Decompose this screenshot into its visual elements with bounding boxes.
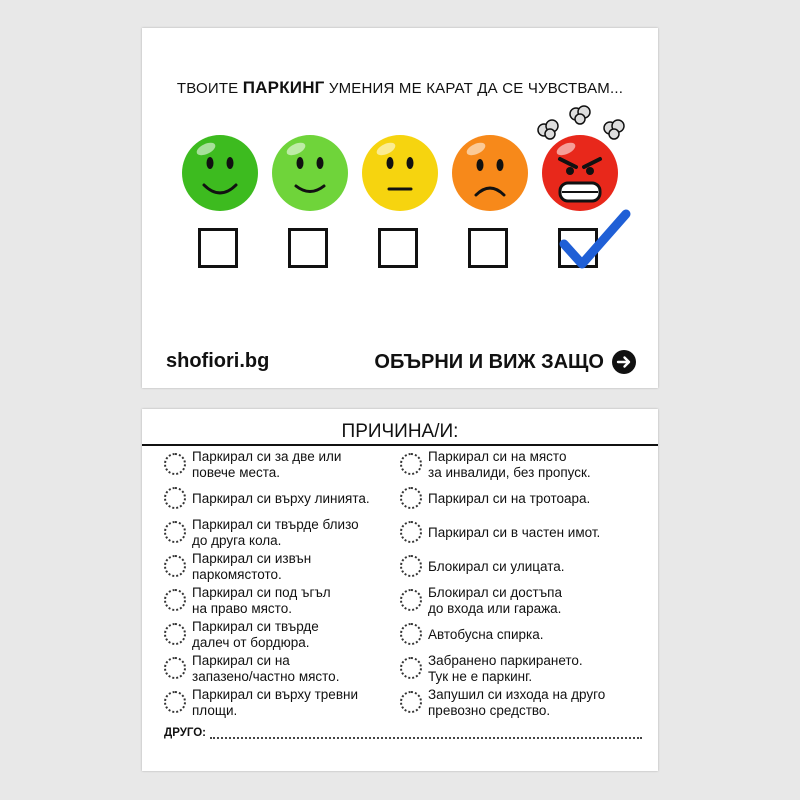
reason-text: Паркирал си в частен имот. — [428, 525, 601, 540]
dotted-checkbox-icon[interactable] — [400, 589, 422, 611]
checkbox-2[interactable] — [288, 228, 328, 268]
other-label: ДРУГО: — [164, 727, 207, 739]
reason-text: Паркирал си под ъгъл на право място. — [192, 585, 331, 616]
left-reason-8[interactable] — [164, 687, 400, 721]
reason-text: Забранено паркирането. Тук не е паркинг. — [428, 653, 583, 684]
reason-text: Блокирал си достъпа до входа или гаража. — [428, 585, 562, 616]
dotted-checkbox-icon[interactable] — [400, 555, 422, 577]
dotted-checkbox-icon[interactable] — [164, 487, 186, 509]
right-reason-6[interactable] — [400, 619, 636, 653]
front-card — [142, 28, 658, 388]
reason-text: Паркирал си на тротоара. — [428, 491, 591, 506]
reasons-right-column — [400, 449, 636, 721]
left-reason-7[interactable] — [164, 653, 400, 687]
reason-text: Блокирал си улицата. — [428, 559, 565, 574]
reason-text: Паркирал си твърде близо до друга кола. — [192, 517, 359, 548]
dotted-checkbox-icon[interactable] — [164, 453, 186, 475]
dotted-checkbox-icon[interactable] — [400, 453, 422, 475]
right-reason-1[interactable] — [400, 449, 636, 483]
reason-text: Паркирал си на запазено/частно място. — [192, 653, 340, 684]
left-reason-3[interactable] — [164, 517, 400, 551]
right-reason-3[interactable] — [400, 517, 636, 551]
neutral-face-icon — [360, 133, 440, 213]
arrow-right-circle-icon — [612, 350, 636, 374]
reason-text: Паркирал си твърде далеч от бордюра. — [192, 619, 319, 650]
reason-text: Запушил си изхода на друго превозно средство. — [428, 687, 606, 718]
angry-face-icon — [540, 133, 620, 213]
checkbox-1[interactable] — [198, 228, 238, 268]
left-reason-5[interactable] — [164, 585, 400, 619]
dotted-checkbox-icon[interactable] — [400, 691, 422, 713]
left-reason-1[interactable] — [164, 449, 400, 483]
steam-icon — [530, 104, 630, 144]
headline-bold: ПАРКИНГ — [242, 78, 325, 97]
reasons-title: ПРИЧИНА/И: — [341, 421, 459, 442]
cta-label: ОБЪРНИ И ВИЖ ЗАЩО — [374, 350, 604, 373]
dotted-checkbox-icon[interactable] — [400, 623, 422, 645]
happy-face-icon — [270, 133, 350, 213]
right-reason-4[interactable] — [400, 551, 636, 585]
dotted-checkbox-icon[interactable] — [164, 691, 186, 713]
other-dotted-line[interactable] — [210, 727, 642, 739]
reason-text: Автобусна спирка. — [428, 627, 544, 642]
very-happy-face-icon — [180, 133, 260, 213]
sad-face-icon — [450, 133, 530, 213]
other-field[interactable] — [164, 727, 642, 739]
checkmark-icon — [556, 206, 632, 276]
checkbox-3[interactable] — [378, 228, 418, 268]
right-reason-5[interactable] — [400, 585, 636, 619]
reason-text: Паркирал си за две или повече места. — [192, 449, 342, 480]
back-card — [142, 409, 658, 771]
right-reason-8[interactable] — [400, 687, 636, 721]
dotted-checkbox-icon[interactable] — [164, 623, 186, 645]
headline-suffix: УМЕНИЯ МЕ КАРАТ ДА СЕ ЧУВСТВАМ... — [324, 80, 624, 97]
reasons-left-column — [164, 449, 400, 721]
dotted-checkbox-icon[interactable] — [400, 657, 422, 679]
reason-text: Паркирал си на място за инвалиди, без пропуск. — [428, 449, 591, 480]
left-reason-2[interactable] — [164, 483, 400, 517]
title-divider — [142, 444, 658, 446]
headline-prefix: ТВОИТЕ — [176, 80, 243, 97]
dotted-checkbox-icon[interactable] — [400, 487, 422, 509]
site-name[interactable]: shofiori.bg — [166, 350, 270, 372]
right-reason-7[interactable] — [400, 653, 636, 687]
right-reason-2[interactable] — [400, 483, 636, 517]
dotted-checkbox-icon[interactable] — [164, 657, 186, 679]
checkbox-4[interactable] — [468, 228, 508, 268]
dotted-checkbox-icon[interactable] — [164, 521, 186, 543]
left-reason-6[interactable] — [164, 619, 400, 653]
dotted-checkbox-icon[interactable] — [400, 521, 422, 543]
reason-text: Паркирал си върху линията. — [192, 491, 370, 506]
reason-text: Паркирал си извън паркомястото. — [192, 551, 312, 582]
dotted-checkbox-icon[interactable] — [164, 555, 186, 577]
left-reason-4[interactable] — [164, 551, 400, 585]
dotted-checkbox-icon[interactable] — [164, 589, 186, 611]
turn-over-cta — [374, 350, 636, 374]
reason-text: Паркирал си върху тревни площи. — [192, 687, 358, 718]
